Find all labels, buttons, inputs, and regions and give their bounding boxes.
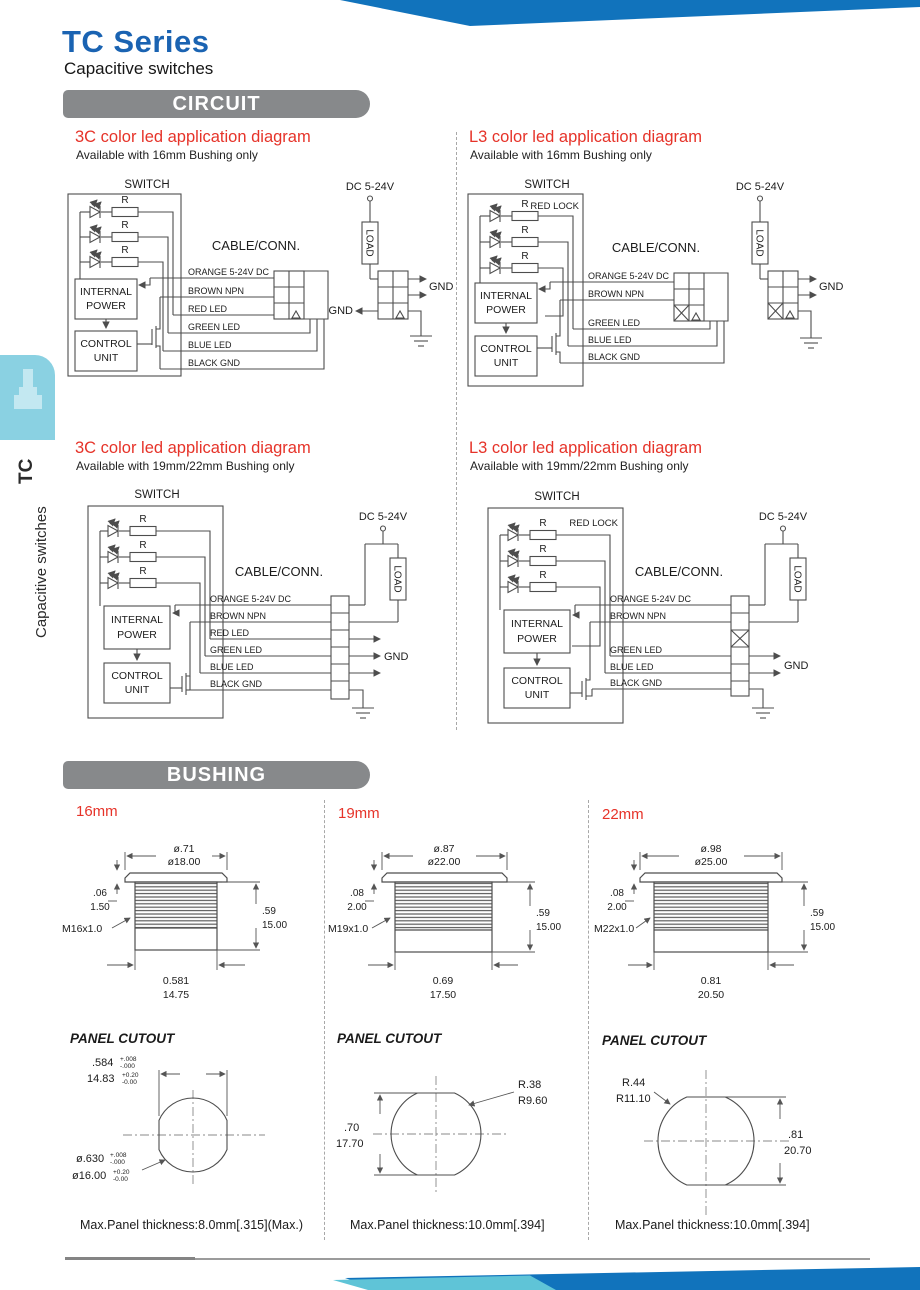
gnd-label: GND bbox=[819, 281, 844, 293]
switch-label: SWITCH bbox=[134, 489, 180, 501]
wire-label: RED LED bbox=[210, 628, 250, 638]
internal-power-label: POWER bbox=[117, 629, 157, 641]
resistor-label: R bbox=[521, 225, 529, 236]
gnd-label: GND bbox=[429, 281, 454, 293]
bottom-decorative-band bbox=[0, 1266, 920, 1290]
width-inch: 0.69 bbox=[432, 975, 454, 987]
dia-inch: ø.98 bbox=[700, 843, 722, 855]
dc-label: DC 5-24V bbox=[735, 181, 785, 193]
cable-connector bbox=[674, 273, 728, 321]
gnd-label: GND bbox=[328, 305, 353, 317]
height-mm: 15.00 bbox=[536, 922, 562, 933]
wire-label: GREEN LED bbox=[210, 645, 263, 655]
control-unit-label: CONTROL bbox=[511, 675, 563, 687]
load-label: LOAD bbox=[791, 565, 803, 593]
circuit-banner-label: CIRCUIT bbox=[172, 92, 261, 115]
wire-label: BLACK GND bbox=[610, 678, 663, 688]
switch-label: SWITCH bbox=[524, 179, 570, 191]
diagram1-subtitle: Available with 16mm Bushing only bbox=[76, 148, 258, 162]
width-inch: 0.581 bbox=[162, 975, 190, 987]
red-lock-label: RED LOCK bbox=[569, 518, 618, 529]
panel-cutout-drawing-22mm bbox=[594, 1046, 876, 1226]
panel-cutout-title-16: PANEL CUTOUT bbox=[70, 1031, 175, 1046]
resistor-label: R bbox=[121, 245, 129, 256]
panel-thickness-note-22: Max.Panel thickness:10.0mm[.394] bbox=[615, 1218, 810, 1232]
wire-label: ORANGE 5-24V DC bbox=[210, 594, 292, 604]
height-mm: 15.00 bbox=[810, 922, 836, 933]
cutout-dia-inch: ø.630 bbox=[76, 1153, 105, 1165]
connector-strip bbox=[331, 596, 349, 699]
cutout-height-inch: .81 bbox=[788, 1129, 804, 1141]
bushing-size-22mm: 22mm bbox=[602, 806, 644, 823]
bushing-drawing-19mm bbox=[328, 828, 590, 1008]
load-label: LOAD bbox=[391, 565, 403, 593]
resistor-label: R bbox=[539, 544, 547, 555]
internal-power-label: POWER bbox=[486, 304, 526, 316]
width-mm: 20.50 bbox=[697, 989, 725, 1001]
wire-label: BLUE LED bbox=[210, 662, 254, 672]
resistor-label: R bbox=[139, 514, 147, 525]
internal-power-label: POWER bbox=[86, 300, 126, 312]
height-inch: .59 bbox=[536, 908, 550, 919]
resistor-label: R bbox=[521, 251, 529, 262]
resistor-label: R bbox=[539, 518, 547, 529]
wire-label: RED LED bbox=[188, 304, 228, 314]
wire-label: BROWN NPN bbox=[210, 611, 266, 621]
dimension-lines bbox=[142, 1070, 227, 1170]
dia-inch: ø.87 bbox=[433, 843, 455, 855]
control-unit-label: CONTROL bbox=[480, 343, 532, 355]
bushing-drawing-22mm bbox=[594, 828, 876, 1008]
control-unit-label: UNIT bbox=[93, 352, 119, 364]
tolerance: +.008 bbox=[120, 1056, 137, 1063]
thread-spec: M22x1.0 bbox=[594, 923, 635, 935]
bushing-banner-label: BUSHING bbox=[166, 763, 267, 786]
tolerance: -0.00 bbox=[122, 1079, 137, 1086]
load-label: LOAD bbox=[363, 229, 375, 257]
wire-label: GREEN LED bbox=[188, 322, 241, 332]
wire-label: BLUE LED bbox=[188, 340, 232, 350]
wire-label: BLUE LED bbox=[610, 662, 654, 672]
circuit-diagram-l3-16mm bbox=[460, 176, 870, 411]
control-unit-label: CONTROL bbox=[111, 670, 163, 682]
wire-label: BROWN NPN bbox=[188, 286, 244, 296]
page-subtitle: Capacitive switches bbox=[64, 59, 214, 78]
page-title: TC Series bbox=[62, 24, 210, 59]
dia-inch: ø.71 bbox=[173, 843, 195, 855]
internal-power-label: POWER bbox=[517, 633, 557, 645]
dc-label: DC 5-24V bbox=[345, 181, 395, 193]
resistor-label: R bbox=[139, 540, 147, 551]
wire-label: BROWN NPN bbox=[610, 611, 666, 621]
panel-cutout-title-19: PANEL CUTOUT bbox=[337, 1031, 442, 1046]
wire-label: BLUE LED bbox=[588, 335, 632, 345]
gnd-label: GND bbox=[784, 660, 809, 672]
red-lock-label: RED LOCK bbox=[530, 201, 579, 212]
diagram1-title: 3C color led application diagram bbox=[75, 128, 311, 146]
cutout-radius-inch: R.44 bbox=[622, 1077, 646, 1089]
bushing-size-19mm: 19mm bbox=[338, 805, 380, 822]
wire-label: BLACK GND bbox=[588, 352, 641, 362]
switch-label: SWITCH bbox=[124, 179, 170, 191]
dc-label: DC 5-24V bbox=[358, 511, 408, 523]
resistor-label: R bbox=[539, 570, 547, 581]
cable-conn-label: CABLE/CONN. bbox=[611, 240, 701, 255]
capacitive-switch-icon bbox=[0, 355, 55, 440]
centerlines bbox=[644, 1070, 790, 1216]
diagram4-subtitle: Available with 19mm/22mm Bushing only bbox=[470, 459, 689, 473]
tolerance: -.000 bbox=[110, 1159, 125, 1166]
cap-inch: .08 bbox=[350, 888, 364, 899]
output-wires bbox=[349, 526, 406, 718]
cap-mm: 1.50 bbox=[90, 902, 110, 913]
cable-conn-label: CABLE/CONN. bbox=[234, 564, 324, 579]
cutout-width-mm: 14.83 bbox=[87, 1073, 115, 1085]
panel-cutout-title-22: PANEL CUTOUT bbox=[602, 1033, 707, 1048]
wire-label: GREEN LED bbox=[610, 645, 663, 655]
cutout-height-inch: .70 bbox=[344, 1122, 360, 1134]
diagram2-title: L3 color led application diagram bbox=[469, 128, 702, 146]
width-mm: 17.50 bbox=[429, 989, 457, 1001]
sidebar-series-label: TC bbox=[16, 458, 37, 484]
panel-cutout-drawing-16mm bbox=[60, 1046, 325, 1216]
wire-label: ORANGE 5-24V DC bbox=[610, 594, 692, 604]
cap-mm: 2.00 bbox=[607, 902, 627, 913]
tolerance: +.008 bbox=[110, 1152, 127, 1159]
tolerance: -.000 bbox=[120, 1063, 135, 1070]
circuit-diagram-l3-19-22mm bbox=[460, 486, 875, 746]
mating-connector bbox=[356, 271, 432, 346]
internal-power-label: INTERNAL bbox=[80, 286, 132, 298]
output-wires bbox=[749, 526, 806, 718]
circuit-diagram-3c-19-22mm bbox=[60, 486, 470, 741]
internal-power-label: INTERNAL bbox=[511, 618, 563, 630]
thread-spec: M16x1.0 bbox=[62, 923, 103, 935]
cable-conn-label: CABLE/CONN. bbox=[634, 564, 724, 579]
bushing-size-16mm: 16mm bbox=[76, 803, 118, 820]
cutout-width-inch: .584 bbox=[92, 1057, 114, 1069]
gnd-label: GND bbox=[384, 651, 409, 663]
bushing-drawing-16mm bbox=[60, 828, 325, 1008]
height-inch: .59 bbox=[810, 908, 824, 919]
mating-connector bbox=[768, 271, 822, 348]
diagram3-title: 3C color led application diagram bbox=[75, 439, 311, 457]
wire-label: BLACK GND bbox=[210, 679, 263, 689]
height-inch: .59 bbox=[262, 906, 276, 917]
sidebar-tab bbox=[0, 355, 55, 440]
diagram4-title: L3 color led application diagram bbox=[469, 439, 702, 457]
wire-label: BROWN NPN bbox=[588, 289, 644, 299]
height-mm: 15.00 bbox=[262, 920, 288, 931]
wire-label: GREEN LED bbox=[588, 318, 641, 328]
width-mm: 14.75 bbox=[162, 989, 190, 1001]
cable-connector bbox=[274, 271, 328, 319]
control-unit-label: UNIT bbox=[493, 357, 519, 369]
internal-power-label: INTERNAL bbox=[480, 290, 532, 302]
resistor-label: R bbox=[121, 220, 129, 231]
circuit-diagram-3c-16mm bbox=[60, 176, 460, 406]
panel-thickness-note-19: Max.Panel thickness:10.0mm[.394] bbox=[350, 1218, 545, 1232]
wire-label: ORANGE 5-24V DC bbox=[188, 267, 270, 277]
load-label: LOAD bbox=[753, 229, 765, 257]
dimension-lines bbox=[374, 1092, 514, 1175]
resistor-label: R bbox=[121, 195, 129, 206]
width-inch: 0.81 bbox=[700, 975, 722, 987]
tolerance: +0.20 bbox=[113, 1169, 130, 1176]
wire-label: BLACK GND bbox=[188, 358, 241, 368]
connector-strip bbox=[731, 596, 749, 696]
diagram3-subtitle: Available with 19mm/22mm Bushing only bbox=[76, 459, 295, 473]
internal-power-label: INTERNAL bbox=[111, 614, 163, 626]
switch-label: SWITCH bbox=[534, 491, 580, 503]
dc-label: DC 5-24V bbox=[758, 511, 808, 523]
bushing-body bbox=[125, 873, 227, 950]
footer-rule-accent bbox=[65, 1257, 195, 1260]
diagram2-subtitle: Available with 16mm Bushing only bbox=[470, 148, 652, 162]
dia-mm: ø18.00 bbox=[167, 856, 201, 868]
cap-mm: 2.00 bbox=[347, 902, 367, 913]
control-unit-label: UNIT bbox=[124, 684, 150, 696]
cutout-height-mm: 20.70 bbox=[784, 1145, 812, 1157]
cutout-radius-mm: R11.10 bbox=[616, 1093, 651, 1105]
dia-mm: ø22.00 bbox=[427, 856, 461, 868]
bushing-section-banner bbox=[63, 761, 370, 789]
sidebar-series-subtitle: Capacitive switches bbox=[33, 506, 50, 638]
dia-mm: ø25.00 bbox=[694, 856, 728, 868]
thread-spec: M19x1.0 bbox=[328, 923, 369, 935]
tolerance: -0.00 bbox=[113, 1176, 128, 1183]
resistor-label: R bbox=[139, 566, 147, 577]
control-unit-label: UNIT bbox=[524, 689, 550, 701]
tolerance: +0.20 bbox=[122, 1072, 139, 1079]
bushing-body bbox=[640, 873, 782, 952]
cutout-radius-mm: R9.60 bbox=[518, 1095, 548, 1107]
bushing-body bbox=[382, 873, 507, 952]
panel-thickness-note-16: Max.Panel thickness:8.0mm[.315](Max.) bbox=[80, 1218, 303, 1232]
circuit-section-banner bbox=[63, 90, 370, 118]
resistor-label: R bbox=[521, 199, 529, 210]
centerlines bbox=[123, 1090, 265, 1184]
wire-label: ORANGE 5-24V DC bbox=[588, 271, 670, 281]
cutout-radius-inch: R.38 bbox=[518, 1079, 542, 1091]
panel-cutout-drawing-19mm bbox=[328, 1046, 590, 1216]
cap-inch: .08 bbox=[610, 888, 624, 899]
cutout-height-mm: 17.70 bbox=[336, 1138, 364, 1150]
cutout-dia-mm: ø16.00 bbox=[72, 1170, 107, 1182]
control-unit-label: CONTROL bbox=[80, 338, 132, 350]
cable-conn-label: CABLE/CONN. bbox=[211, 238, 301, 253]
cap-inch: .06 bbox=[93, 888, 107, 899]
